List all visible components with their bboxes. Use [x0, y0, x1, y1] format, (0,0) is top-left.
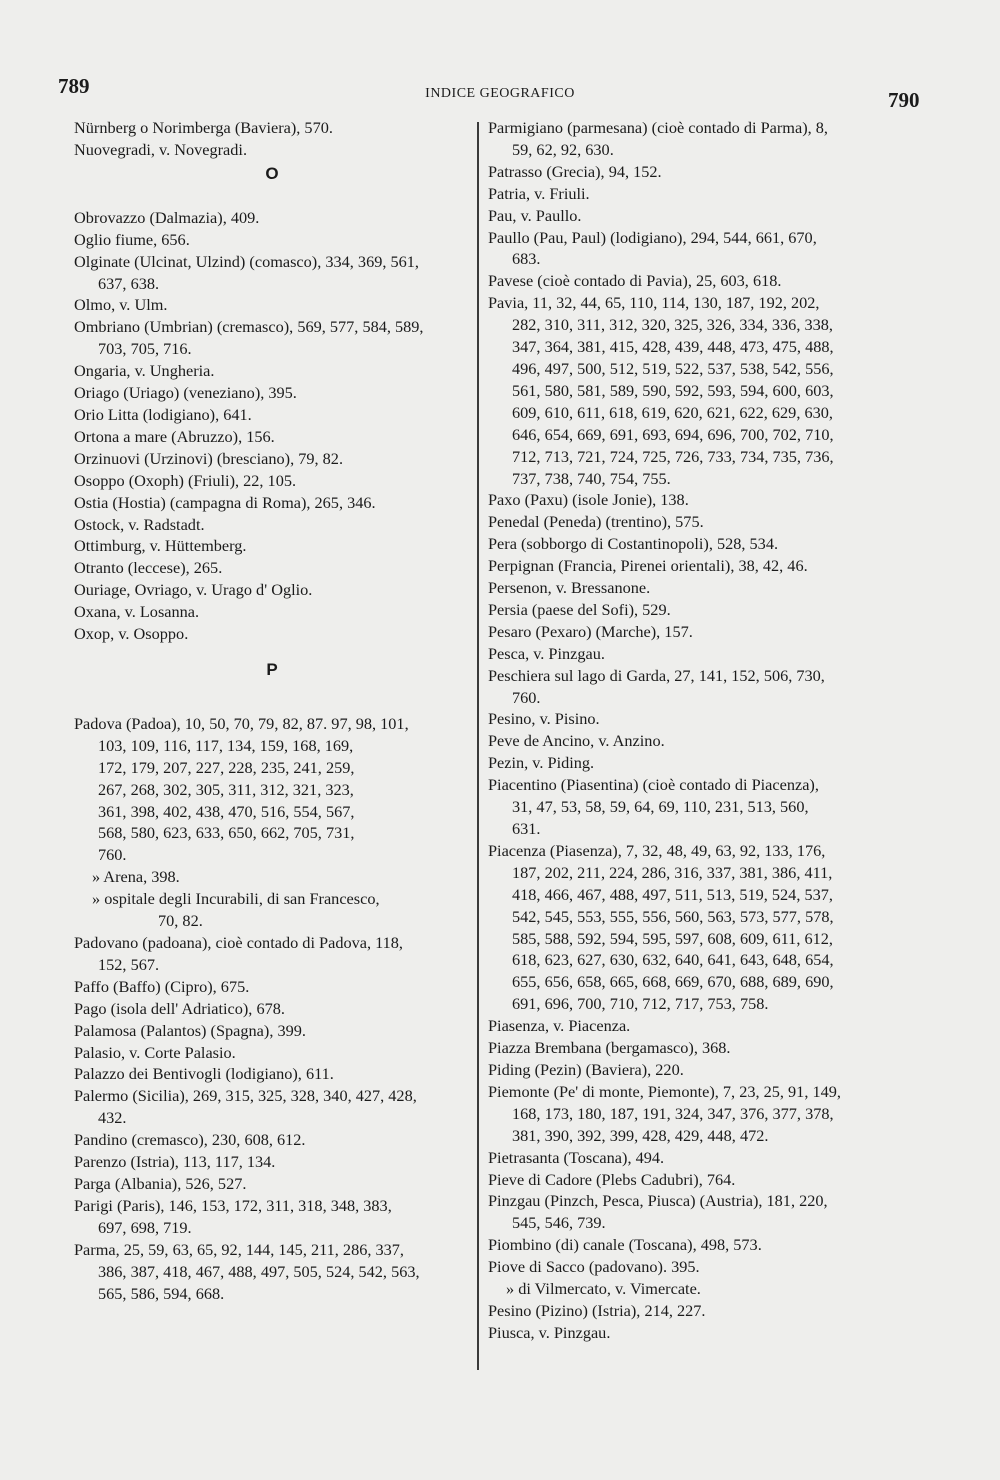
index-entry: Piove di Sacco (padovano). 395. [488, 1257, 700, 1277]
index-entry-continuation: 655, 656, 658, 665, 668, 669, 670, 688, 689, 690, [512, 972, 834, 992]
index-entry: Parenzo (Istria), 113, 117, 134. [74, 1152, 276, 1172]
index-entry: Padovano (padoana), cioè contado di Padova, 118, [74, 933, 403, 952]
right-column [488, 117, 908, 1344]
index-entry: Otranto (leccese), 265. [74, 558, 223, 578]
index-entry-continuation: 70, 82. [158, 911, 203, 931]
index-entry: Peve de Ancino, v. Anzino. [488, 731, 665, 751]
index-entry: Piazza Brembana (bergamasco), 368. [488, 1038, 731, 1058]
index-entry: Nürnberg o Norimberga (Baviera), 570. [74, 118, 333, 137]
index-entry: Orio Litta (lodigiano), 641. [74, 404, 252, 424]
index-entry: Pavese (cioè contado di Pavia), 25, 603, 618. [488, 271, 782, 291]
index-entry: Piacenza (Piasenza), 7, 32, 48, 49, 63, 92, 133, 176, [488, 840, 826, 860]
index-entry-continuation: 432. [98, 1108, 127, 1128]
index-entry: Ostia (Hostia) (campagna di Roma), 265, 346. [74, 492, 376, 512]
index-entry: Parga (Albania), 526, 527. [74, 1173, 247, 1193]
index-entry-continuation: 712, 713, 721, 724, 725, 726, 733, 734, 735, 736, [512, 446, 834, 466]
index-entry: Palermo (Sicilia), 269, 315, 325, 328, 340, 427, 428, [74, 1086, 417, 1106]
index-entry: Piombino (di) canale (Toscana), 498, 573. [488, 1235, 762, 1255]
index-entry-continuation: 152, 567. [98, 954, 160, 974]
index-entry-continuation: 683. [512, 249, 541, 269]
index-entry: Patrasso (Grecia), 94, 152. [488, 161, 662, 181]
index-entry: Parigi (Paris), 146, 153, 172, 311, 318, 348, 383, [74, 1195, 392, 1215]
index-entry-continuation: 59, 62, 92, 630. [512, 139, 614, 159]
index-entry: Persia (paese del Sofi), 529. [488, 599, 671, 619]
index-entry: Nuovegradi, v. Novegradi. [74, 139, 248, 159]
index-entry: Ongaria, v. Ungheria. [74, 361, 215, 381]
index-subentry: » Arena, 398. [92, 867, 180, 887]
index-entry-continuation: 585, 588, 592, 594, 595, 597, 608, 609, 611, 612, [512, 928, 833, 948]
index-entry: Peschiera sul lago di Garda, 27, 141, 152, 506, 730, [488, 665, 825, 685]
index-entry-continuation: 542, 545, 553, 555, 556, 560, 563, 573, 577, 578, [512, 906, 834, 926]
index-entry-continuation: 565, 586, 594, 668. [98, 1283, 225, 1303]
index-entry-continuation: 697, 698, 719. [98, 1217, 192, 1237]
index-entry-continuation: 381, 390, 392, 399, 428, 429, 448, 472. [512, 1125, 769, 1145]
index-entry-continuation: 760. [98, 845, 127, 865]
index-entry: Pieve di Cadore (Plebs Cadubri), 764. [488, 1169, 736, 1189]
index-entry-continuation: 187, 202, 211, 224, 286, 316, 337, 381, 386, 411, [512, 862, 833, 882]
index-entry: Piusca, v. Pinzgau. [488, 1322, 611, 1342]
index-entry-continuation: 561, 580, 581, 589, 590, 592, 593, 594, 600, 603, [512, 380, 834, 400]
page-number-right: 790 [888, 88, 920, 112]
index-entry-continuation: 418, 466, 467, 488, 497, 511, 513, 519, 524, 537, [512, 884, 833, 904]
index-entry-continuation: 361, 398, 402, 438, 470, 516, 554, 567, [98, 801, 355, 821]
index-entry: Piacentino (Piasentina) (cioè contado di Piacenza), [488, 775, 819, 795]
index-entry-continuation: 646, 654, 669, 691, 693, 694, 696, 700, 702, 710, [512, 424, 834, 444]
index-entry: Pau, v. Paullo. [488, 205, 582, 225]
index-entry-continuation: 103, 109, 116, 117, 134, 159, 168, 169, [98, 735, 354, 755]
index-entry: Perpignan (Francia, Pirenei orientali), 38, 42, 46. [488, 556, 808, 576]
index-entry: Pesino (Pizino) (Istria), 214, 227. [488, 1300, 706, 1320]
index-entry: Palamosa (Palantos) (Spagna), 399. [74, 1020, 306, 1040]
index-entry: Pesino, v. Pisino. [488, 709, 600, 729]
index-entry: Olginate (Ulcinat, Ulzind) (comasco), 334, 369, 561, [74, 251, 419, 271]
index-entry: Ottimburg, v. Hüttemberg. [74, 536, 247, 556]
section-letter: O [265, 163, 279, 183]
index-entry: Piemonte (Pe' di monte, Piemonte), 7, 23, 25, 91, 149, [488, 1081, 841, 1101]
index-subentry: » di Vilmercato, v. Vimercate. [506, 1279, 701, 1299]
index-entry: Pinzgau (Pinzch, Pesca, Piusca) (Austria), 181, 220, [488, 1191, 828, 1211]
index-entry-continuation: 703, 705, 716. [98, 339, 192, 359]
index-entry: Pago (isola dell' Adriatico), 678. [74, 998, 285, 1018]
index-entry: Palasio, v. Corte Palasio. [74, 1042, 236, 1062]
index-entry-continuation: 637, 638. [98, 273, 160, 293]
section-letter: P [266, 659, 278, 679]
index-entry-continuation: 631. [512, 819, 541, 838]
index-entry: Osoppo (Oxoph) (Friuli), 22, 105. [74, 470, 297, 490]
index-entry: Parmigiano (parmesana) (cioè contado di Parma), 8, [488, 118, 828, 137]
index-entry: Pandino (cremasco), 230, 608, 612. [74, 1130, 306, 1150]
index-entry: Pavia, 11, 32, 44, 65, 110, 114, 130, 187, 192, 202, [488, 293, 820, 313]
index-entry-continuation: 568, 580, 623, 633, 650, 662, 705, 731, [98, 823, 355, 843]
index-entry: Oxop, v. Osoppo. [74, 624, 189, 644]
index-subentry: » ospitale degli Incurabili, di san Francesco, [92, 889, 380, 909]
index-entry: Paullo (Pau, Paul) (lodigiano), 294, 544, 661, 670, [488, 227, 817, 247]
index-entry: Oxana, v. Losanna. [74, 602, 200, 622]
index-entry: Parma, 25, 59, 63, 65, 92, 144, 145, 211, 286, 337, [74, 1239, 404, 1259]
column-divider [477, 122, 479, 1370]
index-entry-continuation: 691, 696, 700, 710, 712, 717, 753, 758. [512, 994, 769, 1014]
index-entry: Persenon, v. Bressanone. [488, 578, 651, 598]
index-entry-continuation: 609, 610, 611, 618, 619, 620, 621, 622, 629, 630, [512, 402, 833, 422]
index-entry: Obrovazzo (Dalmazia), 409. [74, 207, 260, 227]
index-entry-continuation: 545, 546, 739. [512, 1213, 606, 1233]
index-entry: Pesca, v. Pinzgau. [488, 643, 605, 663]
index-entry: Piding (Pezin) (Baviera), 220. [488, 1059, 684, 1079]
index-entry-continuation: 168, 173, 180, 187, 191, 324, 347, 376, 377, 378, [512, 1103, 834, 1123]
index-entry-continuation: 618, 623, 627, 630, 632, 640, 641, 643, 648, 654, [512, 950, 834, 970]
index-entry: Padova (Padoa), 10, 50, 70, 79, 82, 87. 97, 98, 101, [74, 713, 409, 733]
index-entry: Penedal (Peneda) (trentino), 575. [488, 512, 704, 532]
index-entry-continuation: 386, 387, 418, 467, 488, 497, 505, 524, 542, 563, [98, 1261, 420, 1281]
index-entry: Olmo, v. Ulm. [74, 295, 168, 315]
index-entry: Piasenza, v. Piacenza. [488, 1016, 631, 1036]
index-entry: Pezin, v. Piding. [488, 753, 595, 773]
index-entry-continuation: 347, 364, 381, 415, 428, 439, 448, 473, 475, 488, [512, 337, 834, 357]
index-entry: Pesaro (Pexaro) (Marche), 157. [488, 621, 693, 641]
index-entry: Paxo (Paxu) (isole Jonie), 138. [488, 490, 689, 510]
index-entry: Patria, v. Friuli. [488, 183, 590, 203]
index-entry: Oriago (Uriago) (veneziano), 395. [74, 383, 297, 403]
index-entry: Oglio fiume, 656. [74, 229, 190, 249]
index-entry: Ostock, v. Radstadt. [74, 514, 205, 534]
index-entry-continuation: 267, 268, 302, 305, 311, 312, 321, 323, [98, 779, 354, 799]
index-entry: Orzinuovi (Urzinovi) (bresciano), 79, 82. [74, 448, 344, 468]
index-entry: Pera (sobborgo di Costantinopoli), 528, 534. [488, 534, 779, 554]
index-entry-continuation: 31, 47, 53, 58, 59, 64, 69, 110, 231, 513, 560, [512, 797, 809, 817]
index-entry: Paffo (Baffo) (Cipro), 675. [74, 976, 250, 996]
index-entry-continuation: 760. [512, 687, 541, 707]
index-entry-continuation: 172, 179, 207, 227, 228, 235, 241, 259, [98, 757, 355, 777]
page-number-left: 789 [58, 74, 90, 98]
index-entry-continuation: 496, 497, 500, 512, 519, 522, 537, 538, 542, 556, [512, 358, 834, 378]
index-entry: Ombriano (Umbrian) (cremasco), 569, 577, 584, 589, [74, 317, 424, 337]
index-entry: Ortona a mare (Abruzzo), 156. [74, 426, 275, 446]
index-entry-continuation: 737, 738, 740, 754, 755. [512, 468, 671, 488]
index-entry: Palazzo dei Bentivogli (lodigiano), 611. [74, 1064, 334, 1084]
page-header: INDICE GEOGRAFICO [425, 86, 575, 101]
index-entry: Ouriage, Ovriago, v. Urago d' Oglio. [74, 580, 313, 600]
left-column [74, 117, 470, 1304]
index-entry-continuation: 282, 310, 311, 312, 320, 325, 326, 334, 336, 338, [512, 315, 833, 335]
index-entry: Pietrasanta (Toscana), 494. [488, 1147, 665, 1167]
